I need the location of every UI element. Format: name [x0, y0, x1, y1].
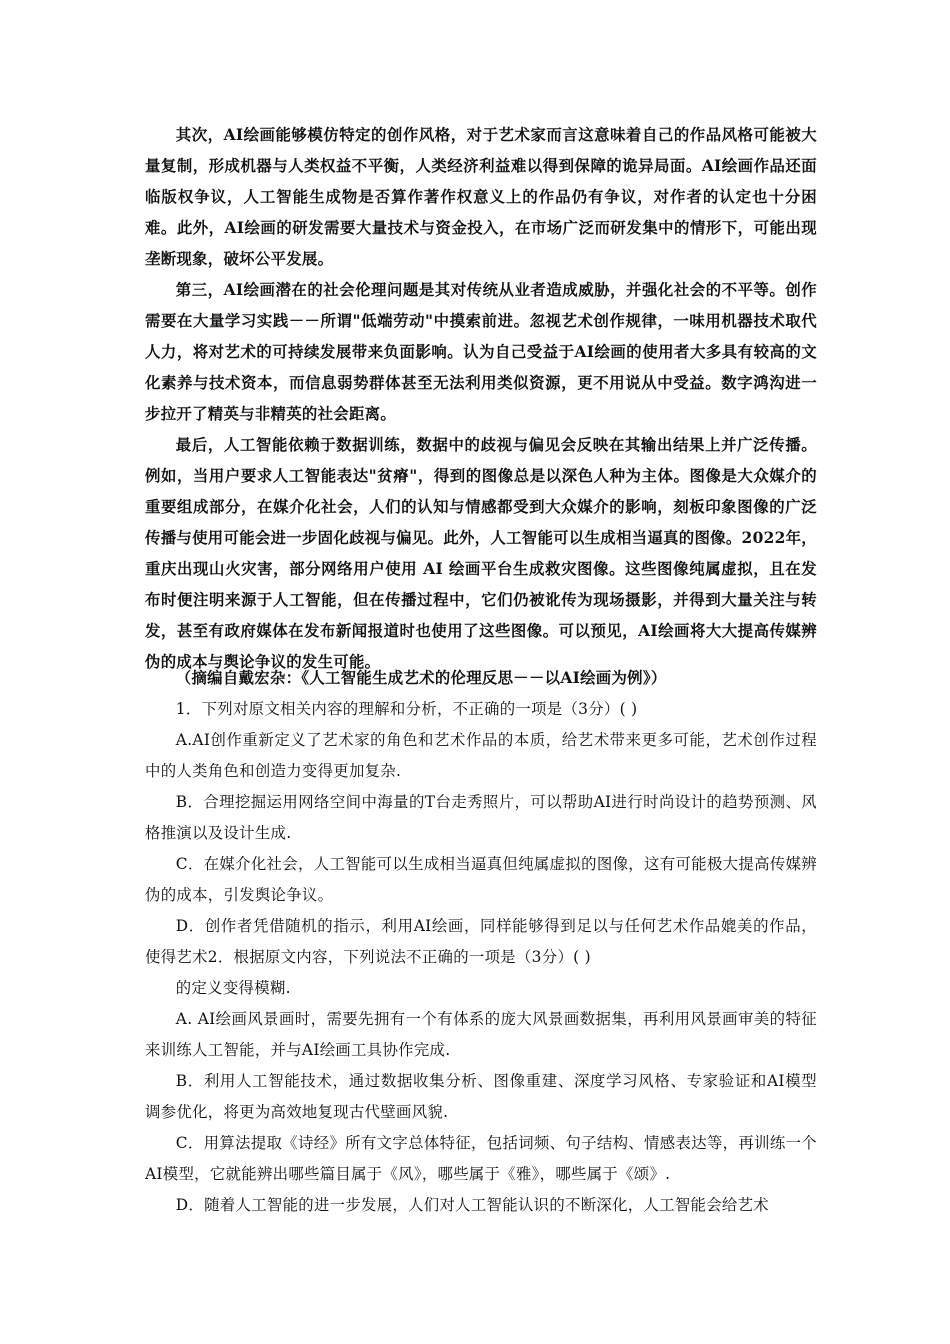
question-1-option-c: C．在媒介化社会，人工智能可以生成相当逼真但纯属虚拟的图像，这有可能极大提高传媒辨伪的成本，引发舆论争议。 [145, 855, 817, 904]
question-2-option-a: A. AI绘画风景画时，需要先拥有一个有体系的庞大风景画数据集，再利用风景画审美的特征来训练人工智能，并与AI绘画工具协作完成. [145, 1010, 817, 1059]
question-2-option-d: D．随着人工智能的进一步发展，人们对人工智能认识的不断深化，人工智能会给艺术 [175, 1196, 769, 1214]
paragraph-last-point: 最后，人工智能依赖于数据训练，数据中的歧视与偏见会反映在其输出结果上并广泛传播。例如，当用户要求人工智能表达"贫瘠"，得到的图像总是以深色人种为主体。图像是大众媒介的重要组成部分，在媒介化社会，人们的认知与情感都受到大众媒介的影响，刻板印象图像的广泛传播与使用可能会进一步固化歧视与偏见。此外，人工智能可以生成相当逼真的图像。2022年，重庆出现山火灾害，部分网络用户使用 AI 绘画平台生成救灾图像。这些图像纯属虚拟，且在发布时便注明来源于人工智能，但在传播过程中，它们仍被讹传为现场摄影，并得到大量关注与转发，甚至有政府媒体在发布新闻报道时也使用了这些图像。可以预见，AI绘画将大大提高传媒辨伪的成本与舆论争议的发生可能。 [145, 436, 817, 671]
question-1-option-d-continuation: 的定义变得模糊. [175, 979, 291, 997]
question-1-stem: 1．下列对原文相关内容的理解和分析，不正确的一项是（3分）( ) [175, 700, 638, 718]
paragraph-third-point: 第三，AI绘画潜在的社会伦理问题是其对传统从业者造成威胁，并强化社会的不平等。创作需要在大量学习实践－－所谓"低端劳动"中摸索前进。忽视艺术创作规律，一味用机器技术取代人力，将对艺术的可持续发展带来负面影响。认为自己受益于AI绘画的使用者大多具有较高的文化素养与技术资本，而信息弱势群体甚至无法利用类似资源，更不用说从中受益。数字鸿沟进一步拉开了精英与非精英的社会距离。 [145, 281, 817, 423]
question-1-option-a: A.AI创作重新定义了艺术家的角色和艺术作品的本质，给艺术带来更多可能，艺术创作过程中的人类角色和创造力变得更加复杂. [145, 731, 817, 780]
paragraph-second-point: 其次，AI绘画能够模仿特定的创作风格，对于艺术家而言这意味着自己的作品风格可能被大量复制，形成机器与人类权益不平衡，人类经济利益难以得到保障的诡异局面。AI绘画作品还面临版权争议，人工智能生成物是否算作著作权意义上的作品仍有争议，对作者的认定也十分困难。此外，AI绘画的研发需要大量技术与资金投入，在市场广泛而研发集中的情形下，可能出现垄断现象，破坏公平发展。 [145, 126, 817, 268]
question-1-option-d: D．创作者凭借随机的指示，利用AI绘画，同样能够得到足以与任何艺术作品媲美的作品，使得艺术2．根据原文内容，下列说法不正确的一项是（3分）( ) [145, 917, 817, 966]
question-2-option-b: B．利用人工智能技术，通过数据收集分析、图像重建、深度学习风格、专家验证和AI模型调参优化，将更为高效地复现古代壁画风貌. [145, 1072, 817, 1121]
question-1-option-b: B．合理挖掘运用网络空间中海量的T台走秀照片，可以帮助AI进行时尚设计的趋势预测、风格推演以及设计生成. [145, 793, 817, 842]
question-2-option-c: C．用算法提取《诗经》所有文字总体特征，包括词频、句子结构、情感表达等，再训练一个AI模型，它就能辨出哪些篇目属于《风》，哪些属于《雅》，哪些属于《颂》. [145, 1134, 817, 1183]
source-citation: （摘编自戴宏杂：《人工智能生成艺术的伦理反思－－以AI绘画为例》） [175, 669, 667, 687]
